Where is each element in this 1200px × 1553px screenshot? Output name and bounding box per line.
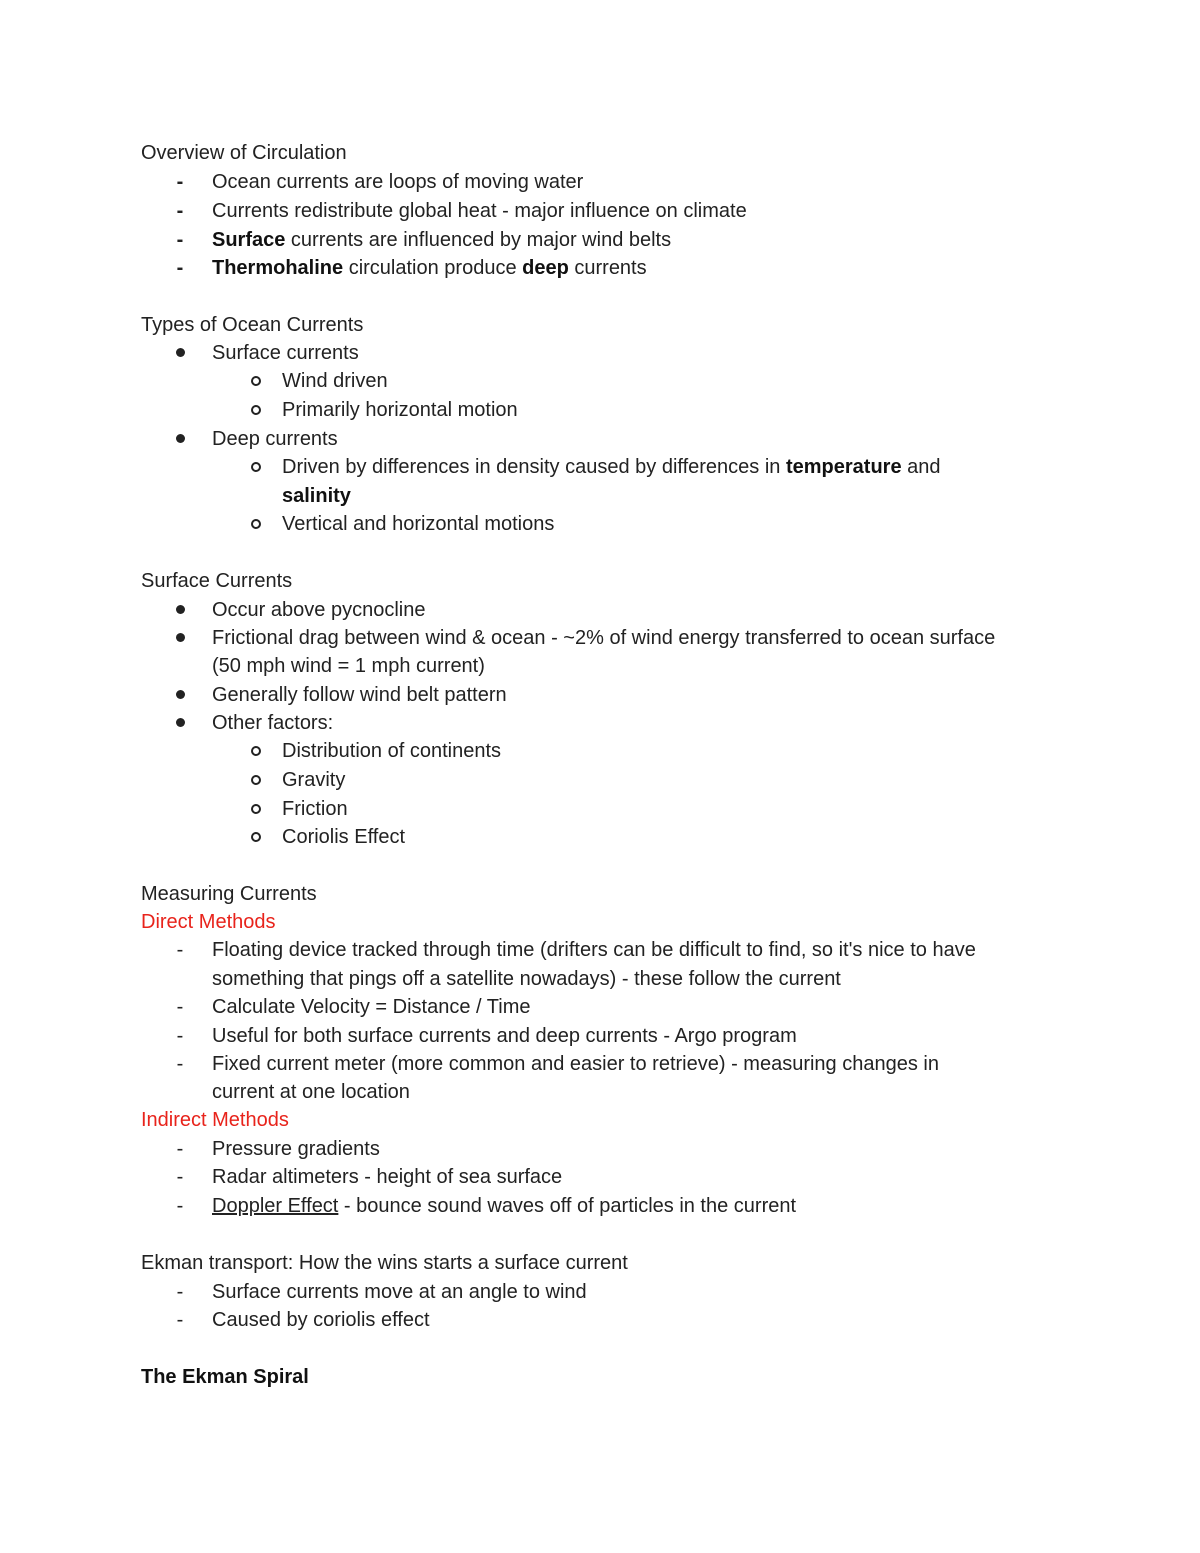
list-item-text: (50 mph wind = 1 mph current) (212, 655, 485, 677)
list-item-text: Floating device tracked through time (drifters can be difficult to find, so it's nice to have (212, 939, 976, 961)
sub-list-item-text (282, 482, 351, 510)
list-item (0, 624, 1200, 652)
dash-marker: - (176, 939, 184, 961)
sub-list-item-text: Vertical and horizontal motions (282, 513, 555, 535)
sub-list-item-text: Primarily horizontal motion (282, 399, 518, 421)
bold-term: Thermohaline (212, 257, 344, 279)
bullet-marker (170, 709, 190, 737)
dash-marker: - (176, 1309, 184, 1331)
list-item-text: Frictional drag between wind & ocean - ~2% of wind energy transferred to ocean surface (212, 627, 996, 649)
ring-marker (246, 766, 266, 794)
bold-term: Surface (212, 229, 286, 251)
ekman-heading: Ekman transport: How the wins starts a surface current (141, 1252, 628, 1274)
bullet-marker (170, 339, 190, 367)
direct-methods-heading: Direct Methods (141, 911, 276, 933)
surface-currents-heading: Surface Currents (141, 570, 293, 592)
bullet-marker (170, 681, 190, 709)
sub-list-item-text: Gravity (282, 769, 346, 791)
list-item (0, 1022, 1200, 1050)
dash-marker: - (176, 1281, 184, 1303)
text-run: and (901, 456, 941, 478)
list-item-text: Caused by coriolis effect (212, 1309, 430, 1331)
sub-list-item (0, 766, 1200, 794)
list-item (0, 1278, 1200, 1306)
list-item (0, 425, 1200, 453)
dash-marker: - (176, 229, 184, 251)
sub-list-item (0, 396, 1200, 424)
list-item (0, 1306, 1200, 1334)
sub-list-item-text (282, 453, 941, 481)
indirect-methods-heading: Indirect Methods (141, 1109, 289, 1131)
dash-marker: - (176, 1195, 184, 1217)
ring-marker (246, 453, 266, 481)
text-run: Driven by differences in density caused by differences in (282, 456, 786, 478)
list-item-text: Ocean currents are loops of moving water (212, 171, 584, 193)
sub-list-item (0, 737, 1200, 765)
dash-marker: - (176, 1053, 184, 1075)
bold-term: salinity (282, 485, 351, 507)
list-item-text: Other factors: (212, 712, 334, 734)
underlined-term: Doppler Effect (212, 1195, 339, 1217)
list-item (0, 226, 1200, 254)
list-item (0, 936, 1200, 964)
bold-term: deep (522, 257, 569, 279)
dash-marker: - (176, 1025, 184, 1047)
bold-term: temperature (785, 456, 902, 478)
list-item (0, 1050, 1200, 1078)
text-run: - bounce sound waves off of particles in the current (338, 1195, 797, 1217)
list-item-text (212, 226, 671, 254)
overview-heading: Overview of Circulation (141, 142, 347, 164)
ring-marker (246, 396, 266, 424)
ring-marker (246, 510, 266, 538)
list-item (0, 709, 1200, 737)
list-item (0, 254, 1200, 282)
list-item-text: Deep currents (212, 428, 338, 450)
list-item-text (212, 254, 647, 282)
list-item (0, 1192, 1200, 1220)
ring-marker (246, 367, 266, 395)
list-item (0, 681, 1200, 709)
bullet-marker (170, 596, 190, 624)
list-item (0, 1135, 1200, 1163)
ring-marker (246, 737, 266, 765)
measuring-heading: Measuring Currents (141, 883, 317, 905)
ring-marker (246, 823, 266, 851)
list-item-text: Surface currents (212, 342, 359, 364)
dash-marker: - (176, 171, 184, 193)
bullet-marker (170, 624, 190, 652)
list-item-text: Pressure gradients (212, 1138, 380, 1160)
sub-list-item (0, 453, 1200, 481)
sub-list-item-continuation (0, 482, 1200, 510)
dash-marker: - (176, 996, 184, 1018)
list-item (0, 1163, 1200, 1191)
list-item (0, 339, 1200, 367)
ring-marker (246, 795, 266, 823)
sub-list-item-text: Distribution of continents (282, 740, 502, 762)
list-item-text: Generally follow wind belt pattern (212, 684, 507, 706)
list-item (0, 168, 1200, 196)
list-item-continuation (0, 1078, 1200, 1106)
sub-list-item (0, 795, 1200, 823)
list-item-text: Radar altimeters - height of sea surface (212, 1166, 563, 1188)
bullet-marker (170, 425, 190, 453)
dash-marker: - (176, 257, 184, 279)
text-run: currents are influenced by major wind belts (285, 229, 672, 251)
text-run: currents (568, 257, 647, 279)
list-item-text: Fixed current meter (more common and easier to retrieve) - measuring changes in (212, 1053, 939, 1075)
list-item-text: Calculate Velocity = Distance / Time (212, 996, 531, 1018)
list-item-continuation (0, 965, 1200, 993)
list-item-text: Useful for both surface currents and deep currents - Argo program (212, 1025, 797, 1047)
list-item-text (212, 1192, 796, 1220)
list-item-continuation (0, 652, 1200, 680)
types-heading: Types of Ocean Currents (141, 314, 364, 336)
list-item (0, 993, 1200, 1021)
list-item-text: Currents redistribute global heat - major influence on climate (212, 200, 747, 222)
list-item (0, 197, 1200, 225)
sub-list-item-text: Wind driven (282, 370, 388, 392)
sub-list-item (0, 367, 1200, 395)
dash-marker: - (176, 1138, 184, 1160)
dash-marker: - (176, 200, 184, 222)
list-item-text: Surface currents move at an angle to wind (212, 1281, 587, 1303)
list-item-text: current at one location (212, 1081, 410, 1103)
dash-marker: - (176, 1166, 184, 1188)
sub-list-item-text: Coriolis Effect (282, 826, 406, 848)
sub-list-item (0, 510, 1200, 538)
list-item-text: Occur above pycnocline (212, 599, 426, 621)
text-run: circulation produce (343, 257, 523, 279)
ekman-spiral-heading: The Ekman Spiral (141, 1366, 309, 1388)
sub-list-item-text: Friction (282, 798, 348, 820)
list-item (0, 596, 1200, 624)
sub-list-item (0, 823, 1200, 851)
list-item-text: something that pings off a satellite nowadays) - these follow the current (212, 968, 841, 990)
